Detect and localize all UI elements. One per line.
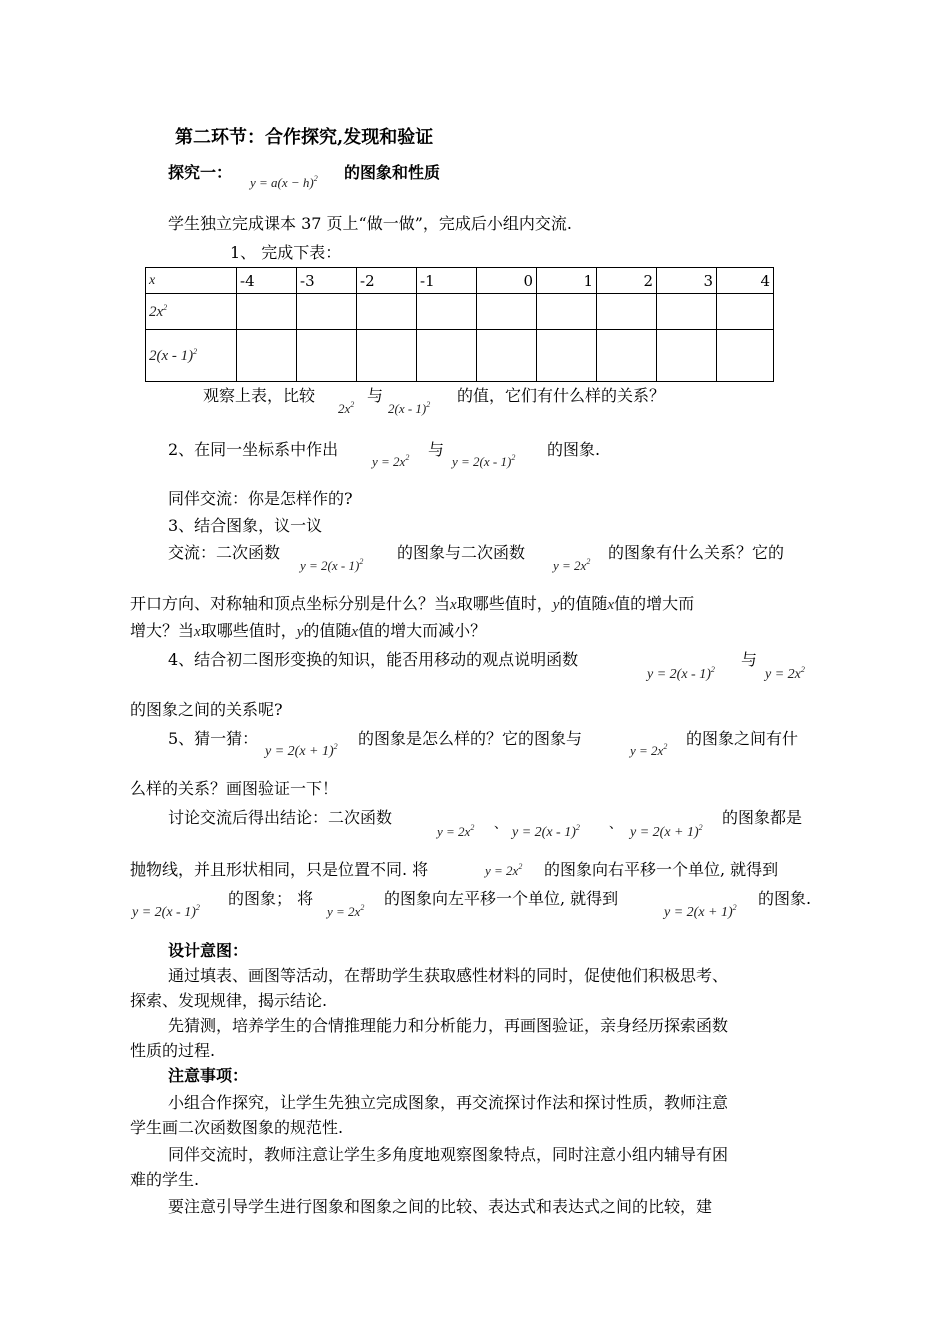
var-y: y <box>552 597 560 613</box>
formula-y-2x2 <box>437 823 474 840</box>
exponent: 2 <box>359 557 364 566</box>
exponent: 2 <box>710 665 715 674</box>
formula-y-2x2 <box>372 453 409 470</box>
table-cell: 3 <box>657 268 717 294</box>
design-p2-a: 先猜测，培养学生的合情推理能力和分析能力，再画图验证，亲身经历探索函数 <box>168 1016 729 1035</box>
step-3: 3、结合图象，议一议 <box>168 516 323 535</box>
formula-text: y = 2x <box>485 863 519 878</box>
exchange-line-2 <box>130 594 694 615</box>
formula-y-2x-1-2 <box>512 823 580 841</box>
formula-y-2x2 <box>485 862 522 879</box>
section-label: 探究一： <box>168 163 233 182</box>
table-cell[interactable] <box>417 294 477 330</box>
table-cell: -2 <box>357 268 417 294</box>
step-2-a: 2、在同一坐标系中作出 <box>168 440 339 459</box>
exponent: 2 <box>193 346 198 356</box>
table-cell[interactable] <box>657 330 717 382</box>
design-title: 设计意图： <box>168 941 249 960</box>
formula-text: y = 2(x - 1) <box>647 667 711 682</box>
text-span: 取哪些值时， <box>456 594 553 613</box>
var-x: x <box>351 624 359 640</box>
step-4-b: 与 <box>741 650 758 669</box>
formula-text: y = 2x <box>765 667 801 682</box>
table-cell[interactable] <box>657 294 717 330</box>
exponent: 2 <box>575 823 580 832</box>
exponent: 2 <box>426 400 431 409</box>
text-span: 开口方向、对称轴和顶点坐标分别是什么？当 <box>130 594 451 613</box>
formula-text: y = 2(x - 1) <box>512 825 576 840</box>
formula-text: y = 2(x - 1) <box>132 905 196 920</box>
table-cell[interactable] <box>717 294 774 330</box>
exponent: 2 <box>511 453 516 462</box>
formula-y-2x2 <box>630 742 667 759</box>
table-cell[interactable] <box>597 330 657 382</box>
formula-y-2x-1-2 <box>300 557 363 574</box>
conclusion-line3-a: 的图象； 将 <box>228 889 314 908</box>
separator: 、 <box>494 817 508 832</box>
observe-text-a: 观察上表，比较 <box>203 386 316 405</box>
notes-title: 注意事项： <box>168 1066 249 1085</box>
formula-y-2x-1-2 <box>132 903 200 921</box>
formula-text: y = 2x <box>630 743 664 758</box>
formula-y-2x-1-2 <box>452 453 515 470</box>
step-2-c: 的图象. <box>547 440 601 459</box>
table-header-x: x <box>146 268 237 294</box>
design-p1-b: 探索、发现规律，揭示结论. <box>130 991 328 1010</box>
formula-text: y = 2x <box>553 558 587 573</box>
text-span: 值的增大而 <box>614 594 695 613</box>
formula-y-2x2 <box>765 665 805 683</box>
table-cell: -1 <box>417 268 477 294</box>
conclusion-line2-a: 抛物线，并且形状相同，只是位置不同. 将 <box>130 860 429 879</box>
exponent: 2 <box>518 862 523 871</box>
table-cell[interactable] <box>357 330 417 382</box>
exponent: 2 <box>663 742 668 751</box>
value-table <box>145 267 774 382</box>
section-title-tail: 的图象和性质 <box>344 163 441 182</box>
step-5-a: 5、猜一猜： <box>168 729 259 748</box>
step-4-c: 的图象之间的关系呢? <box>130 700 283 719</box>
table-cell[interactable] <box>237 294 297 330</box>
table-cell: -4 <box>237 268 297 294</box>
exponent: 2 <box>586 557 591 566</box>
exponent: 2 <box>470 823 475 832</box>
notes-p3-a: 要注意引导学生进行图象和图象之间的比较、表达式和表达式之间的比较，建 <box>168 1197 713 1216</box>
table-cell[interactable] <box>417 330 477 382</box>
table-cell: 1 <box>537 268 597 294</box>
step-5-d: 么样的关系？画图验证一下！ <box>130 779 339 798</box>
text-span: 增大？当 <box>130 621 195 640</box>
exponent: 2 <box>698 823 703 832</box>
design-p1-a: 通过填表、画图等活动，在帮助学生获取感性材料的同时，促使他们积极思考、 <box>168 966 729 985</box>
table-cell[interactable] <box>357 294 417 330</box>
formula-y-2x-p1-2 <box>630 823 703 841</box>
text-span: 取哪些值时， <box>200 621 297 640</box>
formula-text: y = 2(x - 1) <box>452 454 512 469</box>
var-x: x <box>194 624 201 640</box>
exponent: 2 <box>405 453 410 462</box>
formula-y-2x-1-2 <box>647 665 715 683</box>
formula-text: y = 2x <box>372 454 406 469</box>
exchange-b: 的图象与二次函数 <box>397 543 526 562</box>
formula-text: y = 2(x + 1) <box>265 744 334 759</box>
table-cell: 4 <box>717 268 774 294</box>
conclusion-line3-c: 的图象. <box>758 889 812 908</box>
formula-text: y = 2(x + 1) <box>664 905 733 920</box>
formula-text: y = 2x <box>437 824 471 839</box>
intro-paragraph: 学生独立完成课本 37 页上“做一做”，完成后小组内交流. <box>168 214 572 233</box>
formula-y-2x2 <box>553 557 590 574</box>
formula-text: 2(x - 1) <box>388 401 427 416</box>
formula-text: y = 2(x - 1) <box>300 558 360 573</box>
formula-text: 2x <box>338 401 351 416</box>
text-span: 值的增大而减小？ <box>358 621 487 640</box>
conclusion-line2-b: 的图象向右平移一个单位, 就得到 <box>544 860 779 879</box>
var-x: x <box>450 597 457 613</box>
exchange-line-3 <box>130 621 486 642</box>
page-title: 第二环节：合作探究,发现和验证 <box>175 127 434 148</box>
exponent: 2 <box>313 174 318 183</box>
notes-p1-a: 小组合作探究，让学生先独立完成图象，再交流探讨作法和探讨性质，教师注意 <box>168 1093 729 1112</box>
table-row <box>146 330 774 382</box>
exponent: 2 <box>195 903 200 912</box>
row-label-2x2 <box>146 294 237 330</box>
table-cell[interactable] <box>237 330 297 382</box>
exchange-c: 的图象有什么关系？它的 <box>608 543 785 562</box>
formula-text: y = 2(x + 1) <box>630 825 699 840</box>
row-label-2x-1-2 <box>146 330 237 382</box>
table-cell[interactable] <box>537 330 597 382</box>
text-span: 的值随 <box>559 594 608 613</box>
table-row <box>146 268 774 294</box>
table-cell[interactable] <box>477 330 537 382</box>
var-y: y <box>296 624 304 640</box>
exponent: 2 <box>350 400 355 409</box>
separator: 、 <box>609 817 623 832</box>
table-cell: 0 <box>477 268 537 294</box>
conclusion-line3-b: 的图象向左平移一个单位, 就得到 <box>384 889 619 908</box>
step-2-b: 与 <box>428 440 445 459</box>
step-5-b: 的图象是怎么样的？它的图象与 <box>358 729 583 748</box>
formula-y-2x2 <box>327 903 364 920</box>
step-5-c: 的图象之间有什 <box>686 729 799 748</box>
table-cell[interactable] <box>297 330 357 382</box>
exchange-a: 交流：二次函数 <box>168 543 281 562</box>
observe-text-c: 的值，它们有什么样的关系？ <box>457 386 666 405</box>
row-label-text: 2(x - 1) <box>149 347 194 364</box>
var-x: x <box>607 597 615 613</box>
step-1: 1、 完成下表： <box>230 243 342 262</box>
exponent: 2 <box>163 302 168 312</box>
conclusion-a: 讨论交流后得出结论：二次函数 <box>168 808 393 827</box>
formula-text: y = 2x <box>327 904 361 919</box>
exponent: 2 <box>360 903 365 912</box>
formula-y-a-x-h <box>250 174 318 191</box>
formula-y-2x-p1-2 <box>265 742 338 760</box>
conclusion-d: 的图象都是 <box>722 808 803 827</box>
formula-text: y = a(x − h) <box>250 175 314 190</box>
exponent: 2 <box>800 665 805 674</box>
table-cell[interactable] <box>477 294 537 330</box>
step-4-a: 4、结合初二图形变换的知识，能否用移动的观点说明函数 <box>168 650 579 669</box>
table-cell[interactable] <box>717 330 774 382</box>
peer-exchange: 同伴交流：你是怎样作的? <box>168 489 353 508</box>
formula-2x-1-2 <box>388 400 430 417</box>
text-span: 的值随 <box>303 621 352 640</box>
exponent: 2 <box>732 903 737 912</box>
table-cell[interactable] <box>597 294 657 330</box>
table-cell: 2 <box>597 268 657 294</box>
table-cell: -3 <box>297 268 357 294</box>
table-cell[interactable] <box>297 294 357 330</box>
notes-p2-a: 同伴交流时，教师注意让学生多角度地观察图象特点，同时注意小组内辅导有困 <box>168 1145 729 1164</box>
notes-p1-b: 学生画二次函数图象的规范性. <box>130 1118 344 1137</box>
table-cell[interactable] <box>537 294 597 330</box>
design-p2-b: 性质的过程. <box>130 1041 216 1060</box>
notes-p2-b: 难的学生. <box>130 1170 200 1189</box>
row-label-text: 2x <box>149 303 164 320</box>
formula-2x2 <box>338 400 354 417</box>
table-row <box>146 294 774 330</box>
observe-text-b: 与 <box>367 386 384 405</box>
formula-y-2x-p1-2 <box>664 903 737 921</box>
exponent: 2 <box>333 742 338 751</box>
